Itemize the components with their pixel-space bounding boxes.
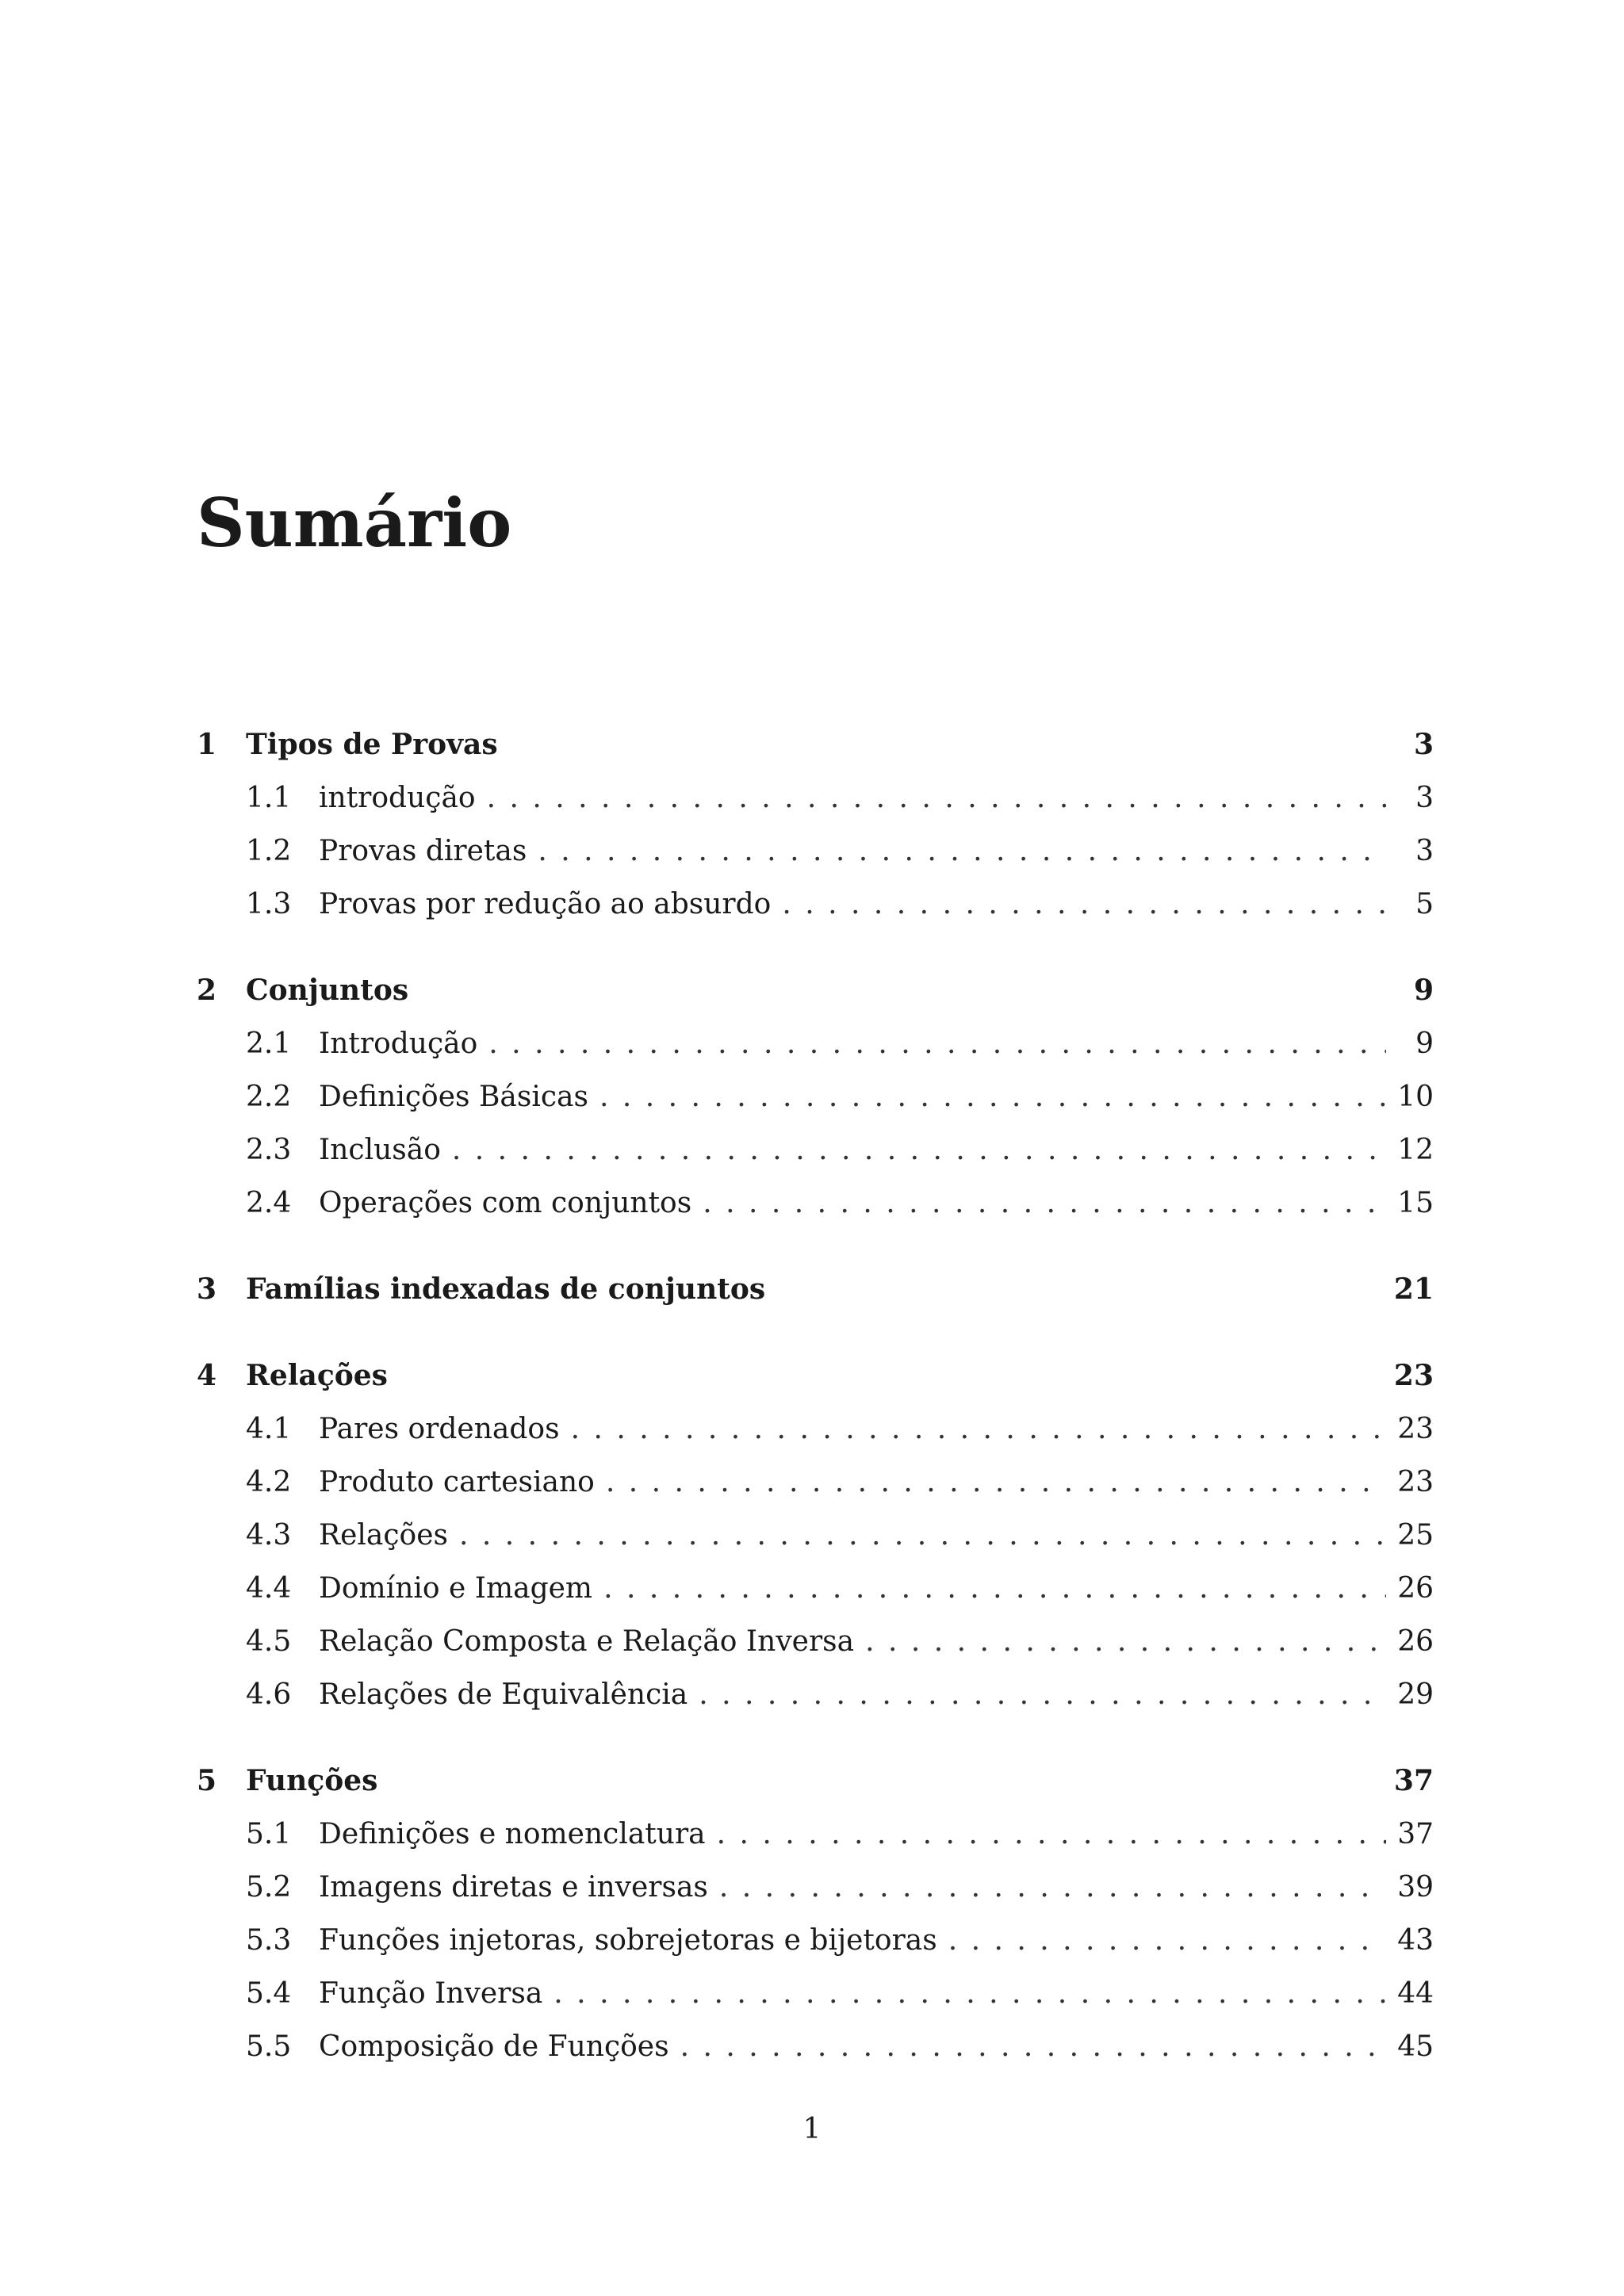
dot-leader: [680, 2020, 1386, 2073]
section-page-number: 15: [1397, 1187, 1434, 1219]
section-number: 4.5: [246, 1625, 292, 1658]
section-number: 2.3: [246, 1134, 292, 1166]
toc-section-entry[interactable]: [197, 1177, 1434, 1230]
chapter-number: 2: [197, 974, 217, 1007]
chapter-page-number: 37: [1393, 1764, 1434, 1797]
section-title: Funções injetoras, sobrejetoras e bijetoras: [319, 1924, 937, 1957]
section-page-number: 12: [1397, 1134, 1434, 1166]
section-number: 4.6: [246, 1678, 292, 1711]
chapter-number: 5: [197, 1764, 217, 1797]
dot-leader: [782, 878, 1386, 931]
chapter-title: Conjuntos: [246, 974, 409, 1007]
toc-section-entry[interactable]: [197, 878, 1434, 931]
toc-section-entry[interactable]: [197, 2020, 1434, 2073]
dot-leader: [865, 1615, 1386, 1668]
dot-leader: [603, 1562, 1386, 1615]
toc-section-entry[interactable]: [197, 1562, 1434, 1615]
section-number: 2.4: [246, 1187, 292, 1219]
toc-section-entry[interactable]: [197, 1017, 1434, 1070]
toc-section-entry[interactable]: [197, 1668, 1434, 1721]
section-number: 5.4: [246, 1977, 292, 2010]
section-page-number: 9: [1415, 1027, 1434, 1060]
section-title: Produto cartesiano: [319, 1466, 595, 1498]
toc-section-entry[interactable]: [197, 1402, 1434, 1456]
section-page-number: 3: [1415, 782, 1434, 814]
section-title: Introdução: [319, 1027, 478, 1060]
toc-chapter: [197, 718, 1434, 931]
section-page-number: 37: [1397, 1818, 1434, 1850]
toc-chapter-entry[interactable]: [197, 718, 1434, 771]
section-title: Imagens diretas e inversas: [319, 1871, 708, 1904]
toc-chapter: [197, 1262, 1434, 1316]
section-number: 5.3: [246, 1924, 292, 1957]
dot-leader: [538, 825, 1386, 878]
section-number: 4.3: [246, 1519, 292, 1552]
section-title: Provas diretas: [319, 835, 527, 867]
section-page-number: 45: [1397, 2030, 1434, 2063]
chapter-page-number: 21: [1393, 1272, 1434, 1306]
section-number: 4.2: [246, 1466, 292, 1498]
chapter-title: Funções: [246, 1764, 378, 1797]
section-title: Pares ordenados: [319, 1413, 560, 1445]
section-number: 5.2: [246, 1871, 292, 1904]
toc-section-entry[interactable]: [197, 1615, 1434, 1668]
table-of-contents: [197, 718, 1434, 2106]
section-title: Composição de Funções: [319, 2030, 669, 2063]
chapter-page-number: 23: [1393, 1359, 1434, 1392]
section-title: Operações com conjuntos: [319, 1187, 692, 1219]
section-title: Definições e nomenclatura: [319, 1818, 706, 1850]
toc-chapter: [197, 1754, 1434, 2073]
dot-leader: [699, 1668, 1386, 1721]
toc-section-entry[interactable]: [197, 1123, 1434, 1177]
toc-section-entry[interactable]: [197, 1861, 1434, 1914]
section-title: Definições Básicas: [319, 1081, 588, 1113]
chapter-number: 4: [197, 1359, 217, 1392]
toc-section-entry[interactable]: [197, 771, 1434, 825]
dot-leader: [553, 1967, 1386, 2020]
section-number: 5.1: [246, 1818, 292, 1850]
section-number: 5.5: [246, 2030, 292, 2063]
section-page-number: 29: [1397, 1678, 1434, 1711]
section-page-number: 26: [1397, 1625, 1434, 1658]
toc-section-entry[interactable]: [197, 1509, 1434, 1562]
dot-leader: [948, 1914, 1386, 1967]
page-title: Sumário: [197, 484, 512, 562]
dot-leader: [571, 1402, 1386, 1456]
toc-section-entry[interactable]: [197, 1967, 1434, 2020]
section-title: Relações de Equivalência: [319, 1678, 688, 1711]
dot-leader: [599, 1070, 1386, 1123]
section-title: Provas por redução ao absurdo: [319, 888, 772, 920]
toc-chapter-entry[interactable]: [197, 1349, 1434, 1402]
toc-section-entry[interactable]: [197, 1070, 1434, 1123]
toc-section-entry[interactable]: [197, 1808, 1434, 1861]
toc-chapter-entry[interactable]: [197, 963, 1434, 1017]
section-page-number: 10: [1397, 1081, 1434, 1113]
section-number: 1.3: [246, 888, 292, 920]
dot-leader: [606, 1456, 1386, 1509]
section-page-number: 23: [1397, 1413, 1434, 1445]
section-number: 4.4: [246, 1572, 292, 1605]
dot-leader: [719, 1861, 1386, 1914]
section-page-number: 39: [1397, 1871, 1434, 1904]
chapter-page-number: 3: [1413, 728, 1434, 761]
section-number: 2.1: [246, 1027, 292, 1060]
section-title: Função Inversa: [319, 1977, 543, 2010]
section-title: Inclusão: [319, 1134, 441, 1166]
section-page-number: 25: [1397, 1519, 1434, 1552]
section-title: Domínio e Imagem: [319, 1572, 593, 1605]
toc-section-entry[interactable]: [197, 1456, 1434, 1509]
page-number: 1: [802, 2113, 822, 2145]
section-page-number: 3: [1415, 835, 1434, 867]
section-page-number: 44: [1397, 1977, 1434, 2010]
section-title: Relações: [319, 1519, 449, 1552]
toc-chapter-entry[interactable]: [197, 1754, 1434, 1808]
section-number: 1.2: [246, 835, 292, 867]
chapter-title: Famílias indexadas de conjuntos: [246, 1272, 766, 1306]
toc-chapter: [197, 963, 1434, 1230]
dot-leader: [459, 1509, 1386, 1562]
toc-chapter-entry[interactable]: [197, 1262, 1434, 1316]
dot-leader: [703, 1177, 1386, 1230]
dot-leader: [487, 771, 1386, 825]
section-page-number: 23: [1397, 1466, 1434, 1498]
dot-leader: [488, 1017, 1386, 1070]
section-page-number: 43: [1397, 1924, 1434, 1957]
toc-chapter: [197, 1349, 1434, 1721]
chapter-title: Relações: [246, 1359, 388, 1392]
toc-section-entry[interactable]: [197, 1914, 1434, 1967]
section-number: 1.1: [246, 782, 292, 814]
section-page-number: 26: [1397, 1572, 1434, 1605]
chapter-number: 1: [197, 728, 217, 761]
chapter-number: 3: [197, 1272, 217, 1306]
chapter-page-number: 9: [1413, 974, 1434, 1007]
section-title: Relação Composta e Relação Inversa: [319, 1625, 855, 1658]
section-number: 4.1: [246, 1413, 292, 1445]
dot-leader: [717, 1808, 1386, 1861]
dot-leader: [452, 1123, 1386, 1177]
section-page-number: 5: [1415, 888, 1434, 920]
section-title: introdução: [319, 782, 476, 814]
section-number: 2.2: [246, 1081, 292, 1113]
chapter-title: Tipos de Provas: [246, 728, 498, 761]
toc-section-entry[interactable]: [197, 825, 1434, 878]
